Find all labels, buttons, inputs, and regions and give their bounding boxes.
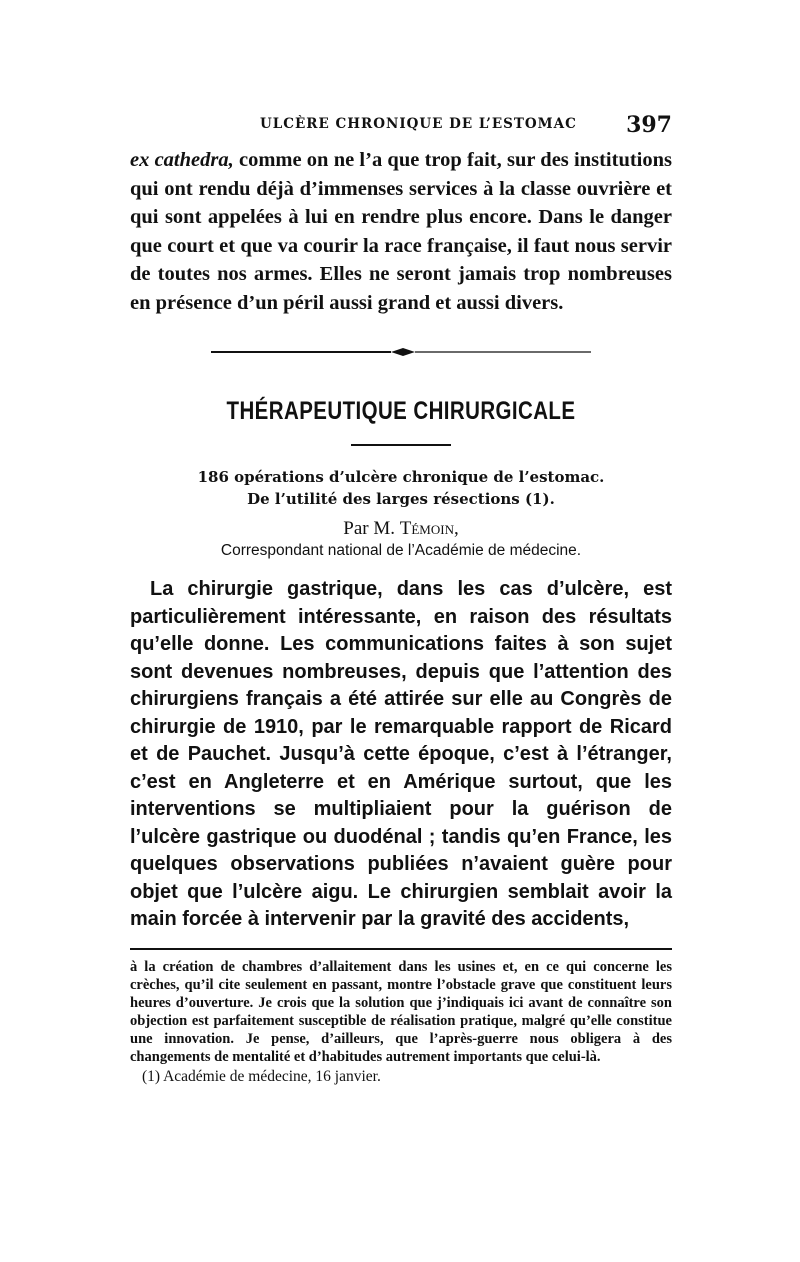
section-divider-ornament bbox=[211, 347, 591, 357]
footnote-rule bbox=[130, 948, 672, 950]
footnote-1: (1) Académie de médecine, 16 janvier. bbox=[142, 1067, 381, 1085]
article-subtitle-line-2: De l’utilité des larges résections (1). bbox=[247, 490, 555, 508]
article-subtitle-line-1: 186 opérations d’ulcère chronique de l’estomac. bbox=[197, 468, 605, 486]
title-rule bbox=[351, 444, 451, 446]
author-name: Témoin, bbox=[399, 518, 459, 539]
author-affiliation: Correspondant national de l’Académie de médecine. bbox=[220, 542, 582, 559]
body-paragraph: La chirurgie gastrique, dans les cas d’ulcère, est particulièrement intéressante, en raison des résultats qu’elle donne. Les communications faites à son sujet sont devenues nombreuses, depuis que l’attention des chirurgiens français a été attirée sur elle au Congrès de chirurgie de 1910, par le remarquable rapport de Ricard et de Pauchet. Jusqu’à cette époque, c’est à l’étranger, c’est en Angleterre et en Amérique surtout, que les interventions se multipliaient pour la guérison de l’ulcère gastrique ou duodénal ; tandis qu’en France, les quelques observations publiées n’avaient guère pour objet que l’ulcère aigu. Le chirurgien semblait avoir la main forcée à intervenir par la gravité des accidents, bbox=[130, 578, 672, 930]
intro-italic-lead: ex cathedra, bbox=[130, 149, 234, 171]
section-title: THÉRAPEUTIQUE CHIRURGICALE bbox=[226, 397, 576, 425]
page-number: 397 bbox=[626, 112, 672, 138]
intro-paragraph bbox=[130, 146, 672, 317]
intro-text: comme on ne l’a que trop fait, sur des institutions qui ont rendu déjà d’immenses services à la classe ouvrière et qui sont appelées à lui en rendre plus encore. Dans le danger que court et que va courir la race française, il faut nous servir de toutes nos armes. Elles ne seront jamais trop nombreuses en présence d’un péril aussi grand et aussi divers. bbox=[130, 149, 672, 314]
author-prefix: Par M. bbox=[343, 518, 395, 539]
running-title: ULCÈRE CHRONIQUE DE L’ESTOMAC bbox=[260, 116, 577, 132]
footnote-continuation: à la création de chambres d’allaitement dans les usines et, en ce qui concerne les crèches, qu’il cite seulement en passant, montre l’obstacle grave que constituent leurs heures d’ouverture. Je crois que la solution que j’indiquais ici avant de connaître son objection est parfaitement susceptible de réalisation pratique, malgré qu’elle constitue une innovation. Je pense, d’ailleurs, que l’après-guerre nous obligera à des changements de mentalité et d’habitudes autrement importants que celui-là. bbox=[130, 958, 672, 1065]
author-line bbox=[130, 518, 672, 540]
running-head bbox=[130, 112, 672, 146]
book-page bbox=[130, 112, 672, 1086]
